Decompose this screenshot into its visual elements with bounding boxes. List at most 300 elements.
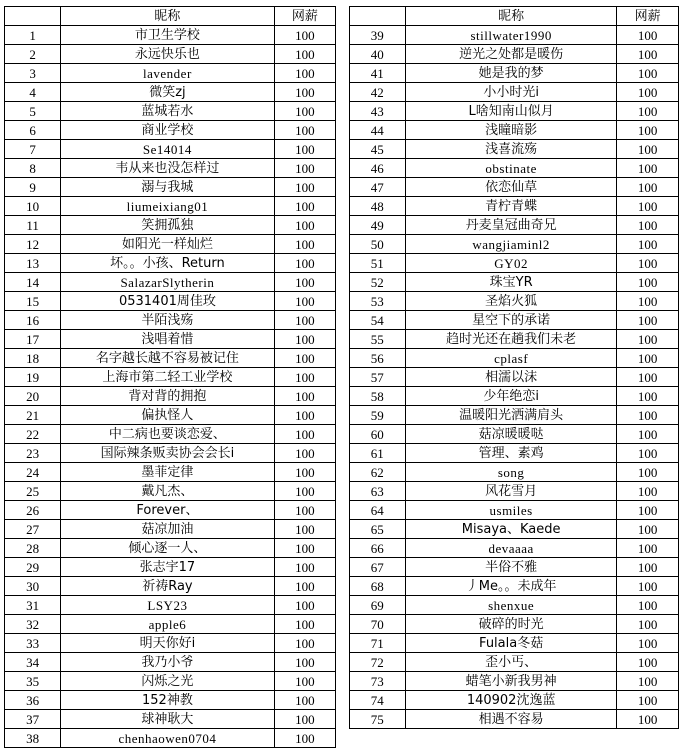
column-gap	[336, 159, 349, 178]
row-salary: 100	[617, 653, 679, 672]
row-nickname: usmiles	[405, 501, 616, 520]
row-salary: 100	[274, 558, 336, 577]
header-index-left	[5, 7, 61, 26]
table-row	[5, 672, 679, 691]
row-index: 60	[349, 425, 405, 444]
row-index: 67	[349, 558, 405, 577]
table-row	[5, 254, 679, 273]
row-nickname: 闪烁之光	[61, 672, 274, 691]
row-salary: 100	[274, 273, 336, 292]
row-index: 41	[349, 64, 405, 83]
row-salary: 100	[617, 615, 679, 634]
row-index: 58	[349, 387, 405, 406]
column-gap	[336, 482, 349, 501]
row-index: 51	[349, 254, 405, 273]
row-nickname: Forever、	[61, 501, 274, 520]
row-nickname: 丿Me。。未成年	[405, 577, 616, 596]
row-salary: 100	[274, 235, 336, 254]
table-row	[5, 159, 679, 178]
row-nickname: 菇凉加油	[61, 520, 274, 539]
row-salary: 100	[617, 349, 679, 368]
row-salary: 100	[274, 311, 336, 330]
row-nickname: 0531401周佳玫	[61, 292, 274, 311]
row-index: 22	[5, 425, 61, 444]
column-gap	[336, 634, 349, 653]
table-row	[5, 634, 679, 653]
row-nickname: 永远快乐也	[61, 45, 274, 64]
row-index: 43	[349, 102, 405, 121]
row-salary: 100	[274, 710, 336, 729]
row-index: 9	[5, 178, 61, 197]
row-salary: 100	[274, 387, 336, 406]
row-index: 59	[349, 406, 405, 425]
row-index: 32	[5, 615, 61, 634]
row-index: 49	[349, 216, 405, 235]
table-row	[5, 577, 679, 596]
column-gap	[336, 7, 349, 26]
row-index: 42	[349, 83, 405, 102]
table-header-row	[5, 7, 679, 26]
row-index: 39	[349, 26, 405, 45]
column-gap	[336, 577, 349, 596]
row-salary: 100	[617, 596, 679, 615]
row-salary: 100	[274, 178, 336, 197]
row-nickname: 中二病也要谈恋爱、	[61, 425, 274, 444]
column-gap	[336, 406, 349, 425]
column-gap	[336, 558, 349, 577]
row-salary: 100	[274, 691, 336, 710]
column-gap	[336, 121, 349, 140]
row-index: 14	[5, 273, 61, 292]
column-gap	[336, 615, 349, 634]
row-nickname: 我乃小爷	[61, 653, 274, 672]
table-row	[5, 501, 679, 520]
row-nickname: 菇凉暖暖哒	[405, 425, 616, 444]
table-row	[5, 26, 679, 45]
row-salary: 100	[617, 520, 679, 539]
row-salary: 100	[617, 558, 679, 577]
row-salary: 100	[617, 539, 679, 558]
row-index: 1	[5, 26, 61, 45]
row-nickname: Fulala冬菇	[405, 634, 616, 653]
row-salary: 100	[617, 330, 679, 349]
table-row	[5, 520, 679, 539]
row-salary: 100	[274, 64, 336, 83]
row-salary: 100	[617, 121, 679, 140]
row-index: 48	[349, 197, 405, 216]
column-gap	[336, 444, 349, 463]
row-nickname: devaaaa	[405, 539, 616, 558]
column-gap	[336, 425, 349, 444]
row-salary: 100	[617, 311, 679, 330]
row-nickname: 背对背的拥抱	[61, 387, 274, 406]
column-gap	[336, 102, 349, 121]
table-row	[5, 121, 679, 140]
row-salary: 100	[274, 330, 336, 349]
row-salary: 100	[617, 83, 679, 102]
row-nickname: 祈祷Ray	[61, 577, 274, 596]
row-salary: 100	[617, 178, 679, 197]
column-gap	[336, 653, 349, 672]
row-salary: 100	[617, 406, 679, 425]
row-salary: 100	[274, 197, 336, 216]
column-gap	[336, 216, 349, 235]
row-nickname: 明天你好i	[61, 634, 274, 653]
row-nickname: 星空下的承诺	[405, 311, 616, 330]
row-salary: 100	[617, 672, 679, 691]
column-gap	[336, 292, 349, 311]
row-nickname: 墨菲定律	[61, 463, 274, 482]
row-nickname: 歪小丐、	[405, 653, 616, 672]
row-nickname: GY02	[405, 254, 616, 273]
row-index: 5	[5, 102, 61, 121]
row-salary: 100	[274, 406, 336, 425]
column-gap	[336, 197, 349, 216]
row-index: 28	[5, 539, 61, 558]
column-gap	[336, 235, 349, 254]
column-gap	[336, 520, 349, 539]
column-gap	[336, 83, 349, 102]
row-index: 29	[5, 558, 61, 577]
row-salary: 100	[274, 83, 336, 102]
row-index: 46	[349, 159, 405, 178]
row-index: 2	[5, 45, 61, 64]
table-row	[5, 178, 679, 197]
table-row	[5, 596, 679, 615]
row-index: 19	[5, 368, 61, 387]
empty-cell	[405, 729, 616, 748]
row-index: 64	[349, 501, 405, 520]
column-gap	[336, 45, 349, 64]
row-salary: 100	[617, 197, 679, 216]
row-salary: 100	[274, 102, 336, 121]
table-row	[5, 710, 679, 729]
row-nickname: 如阳光一样灿烂	[61, 235, 274, 254]
row-index: 18	[5, 349, 61, 368]
table-row	[5, 425, 679, 444]
row-nickname: apple6	[61, 615, 274, 634]
row-nickname: 偏执怪人	[61, 406, 274, 425]
row-nickname: 管理、素鸡	[405, 444, 616, 463]
row-nickname: 依恋仙草	[405, 178, 616, 197]
row-nickname: shenxue	[405, 596, 616, 615]
row-nickname: 趋时光还在趟我们未老	[405, 330, 616, 349]
row-salary: 100	[617, 140, 679, 159]
row-index: 4	[5, 83, 61, 102]
column-gap	[336, 254, 349, 273]
row-salary: 100	[274, 349, 336, 368]
row-salary: 100	[617, 425, 679, 444]
header-index-right	[349, 7, 405, 26]
row-salary: 100	[274, 216, 336, 235]
row-salary: 100	[274, 45, 336, 64]
column-gap	[336, 672, 349, 691]
row-salary: 100	[274, 577, 336, 596]
row-nickname: 她是我的梦	[405, 64, 616, 83]
row-index: 33	[5, 634, 61, 653]
row-nickname: Misaya、Kaede	[405, 520, 616, 539]
table-row	[5, 558, 679, 577]
row-salary: 100	[274, 425, 336, 444]
row-index: 16	[5, 311, 61, 330]
row-index: 75	[349, 710, 405, 729]
row-index: 63	[349, 482, 405, 501]
table-row	[5, 615, 679, 634]
row-index: 13	[5, 254, 61, 273]
column-gap	[336, 178, 349, 197]
table-row	[5, 83, 679, 102]
column-gap	[336, 26, 349, 45]
table-row	[5, 102, 679, 121]
row-salary: 100	[617, 159, 679, 178]
row-salary: 100	[274, 254, 336, 273]
table-row	[5, 444, 679, 463]
row-salary: 100	[617, 45, 679, 64]
row-index: 47	[349, 178, 405, 197]
row-index: 55	[349, 330, 405, 349]
row-nickname: 浅瞳暗影	[405, 121, 616, 140]
header-nickname-left: 昵称	[61, 7, 274, 26]
row-salary: 100	[617, 710, 679, 729]
row-index: 40	[349, 45, 405, 64]
row-index: 31	[5, 596, 61, 615]
row-salary: 100	[274, 653, 336, 672]
row-salary: 100	[274, 159, 336, 178]
column-gap	[336, 691, 349, 710]
column-gap	[336, 368, 349, 387]
row-nickname: 相濡以沫	[405, 368, 616, 387]
table-row	[5, 482, 679, 501]
row-index: 73	[349, 672, 405, 691]
row-salary: 100	[617, 216, 679, 235]
row-nickname: 商业学校	[61, 121, 274, 140]
row-salary: 100	[617, 501, 679, 520]
table-row	[5, 539, 679, 558]
nickname-salary-table	[4, 6, 679, 748]
row-index: 36	[5, 691, 61, 710]
row-index: 25	[5, 482, 61, 501]
row-nickname: 名字越长越不容易被记住	[61, 349, 274, 368]
row-index: 66	[349, 539, 405, 558]
row-index: 61	[349, 444, 405, 463]
column-gap	[336, 387, 349, 406]
table-row	[5, 729, 679, 748]
row-salary: 100	[617, 64, 679, 83]
row-index: 52	[349, 273, 405, 292]
table-row	[5, 64, 679, 83]
row-index: 53	[349, 292, 405, 311]
row-salary: 100	[617, 634, 679, 653]
column-gap	[336, 710, 349, 729]
row-nickname: 上海市第二轻工业学校	[61, 368, 274, 387]
row-nickname: 152神教	[61, 691, 274, 710]
row-index: 74	[349, 691, 405, 710]
column-gap	[336, 729, 349, 748]
row-nickname: 青柠青蝶	[405, 197, 616, 216]
row-index: 56	[349, 349, 405, 368]
row-index: 57	[349, 368, 405, 387]
row-index: 45	[349, 140, 405, 159]
row-salary: 100	[274, 539, 336, 558]
table-row	[5, 330, 679, 349]
row-nickname: cplasf	[405, 349, 616, 368]
row-salary: 100	[274, 26, 336, 45]
header-salary-left: 网薪	[274, 7, 336, 26]
row-salary: 100	[274, 121, 336, 140]
row-salary: 100	[617, 577, 679, 596]
row-nickname: obstinate	[405, 159, 616, 178]
row-salary: 100	[617, 368, 679, 387]
table-row	[5, 140, 679, 159]
row-nickname: 蓝城若水	[61, 102, 274, 121]
row-salary: 100	[617, 102, 679, 121]
row-nickname: 浅唱着惜	[61, 330, 274, 349]
column-gap	[336, 64, 349, 83]
table-row	[5, 387, 679, 406]
row-nickname: chenhaowen0704	[61, 729, 274, 748]
row-index: 37	[5, 710, 61, 729]
table-row	[5, 235, 679, 254]
column-gap	[336, 140, 349, 159]
row-salary: 100	[274, 368, 336, 387]
row-index: 27	[5, 520, 61, 539]
table-row	[5, 311, 679, 330]
empty-cell	[617, 729, 679, 748]
row-nickname: 韦从来也没怎样过	[61, 159, 274, 178]
row-index: 17	[5, 330, 61, 349]
row-salary: 100	[617, 292, 679, 311]
row-index: 44	[349, 121, 405, 140]
row-nickname: 温暖阳光洒满肩头	[405, 406, 616, 425]
row-index: 38	[5, 729, 61, 748]
row-index: 12	[5, 235, 61, 254]
row-index: 7	[5, 140, 61, 159]
row-index: 62	[349, 463, 405, 482]
row-nickname: wangjiaminl2	[405, 235, 616, 254]
row-nickname: 戴凡杰、	[61, 482, 274, 501]
row-nickname: 140902沈逸蓝	[405, 691, 616, 710]
row-nickname: 坏。。小孩、Return	[61, 254, 274, 273]
row-index: 26	[5, 501, 61, 520]
row-salary: 100	[617, 273, 679, 292]
column-gap	[336, 463, 349, 482]
row-nickname: 溺与我城	[61, 178, 274, 197]
row-nickname: Se14014	[61, 140, 274, 159]
column-gap	[336, 311, 349, 330]
row-nickname: 逆光之处都是暖伤	[405, 45, 616, 64]
row-salary: 100	[617, 691, 679, 710]
row-salary: 100	[274, 520, 336, 539]
column-gap	[336, 330, 349, 349]
row-index: 69	[349, 596, 405, 615]
table-row	[5, 273, 679, 292]
row-salary: 100	[274, 444, 336, 463]
column-gap	[336, 501, 349, 520]
row-index: 20	[5, 387, 61, 406]
row-nickname: 相遇不容易	[405, 710, 616, 729]
row-nickname: lavender	[61, 64, 274, 83]
row-index: 34	[5, 653, 61, 672]
row-nickname: 丹麦皇冠曲奇兄	[405, 216, 616, 235]
table-row	[5, 349, 679, 368]
row-index: 24	[5, 463, 61, 482]
table-row	[5, 691, 679, 710]
row-nickname: 球神耿大	[61, 710, 274, 729]
row-salary: 100	[274, 596, 336, 615]
row-nickname: 小小时光i	[405, 83, 616, 102]
row-index: 8	[5, 159, 61, 178]
table-row	[5, 292, 679, 311]
row-index: 23	[5, 444, 61, 463]
table-row	[5, 653, 679, 672]
table-row	[5, 216, 679, 235]
row-salary: 100	[274, 615, 336, 634]
row-nickname: 蜡笔小新我男神	[405, 672, 616, 691]
table-row	[5, 368, 679, 387]
column-gap	[336, 539, 349, 558]
row-nickname: LSY23	[61, 596, 274, 615]
row-index: 3	[5, 64, 61, 83]
row-nickname: 浅喜流殇	[405, 140, 616, 159]
column-gap	[336, 596, 349, 615]
row-index: 65	[349, 520, 405, 539]
row-nickname: liumeixiang01	[61, 197, 274, 216]
row-nickname: 半陌浅殇	[61, 311, 274, 330]
row-nickname: 少年绝恋i	[405, 387, 616, 406]
row-salary: 100	[617, 482, 679, 501]
row-nickname: 微笑zj	[61, 83, 274, 102]
row-nickname: 倾心逐一人、	[61, 539, 274, 558]
row-salary: 100	[617, 254, 679, 273]
row-nickname: song	[405, 463, 616, 482]
row-salary: 100	[617, 387, 679, 406]
row-nickname: L啥知南山似月	[405, 102, 616, 121]
row-nickname: SalazarSlytherin	[61, 273, 274, 292]
row-salary: 100	[617, 463, 679, 482]
row-nickname: 张志宇17	[61, 558, 274, 577]
row-nickname: 市卫生学校	[61, 26, 274, 45]
row-index: 21	[5, 406, 61, 425]
header-salary-right: 网薪	[617, 7, 679, 26]
column-gap	[336, 273, 349, 292]
row-index: 6	[5, 121, 61, 140]
row-salary: 100	[274, 482, 336, 501]
row-nickname: stillwater1990	[405, 26, 616, 45]
row-nickname: 国际辣条贩卖协会会长i	[61, 444, 274, 463]
row-salary: 100	[274, 729, 336, 748]
row-salary: 100	[274, 634, 336, 653]
row-index: 10	[5, 197, 61, 216]
row-index: 72	[349, 653, 405, 672]
row-nickname: 风花雪月	[405, 482, 616, 501]
column-gap	[336, 349, 349, 368]
row-index: 15	[5, 292, 61, 311]
empty-cell	[349, 729, 405, 748]
row-nickname: 圣焰火狐	[405, 292, 616, 311]
row-salary: 100	[617, 26, 679, 45]
row-salary: 100	[274, 292, 336, 311]
table-row	[5, 406, 679, 425]
row-salary: 100	[274, 463, 336, 482]
row-salary: 100	[274, 501, 336, 520]
table-row	[5, 197, 679, 216]
header-nickname-right: 昵称	[405, 7, 616, 26]
row-index: 30	[5, 577, 61, 596]
table-row	[5, 45, 679, 64]
table-row	[5, 463, 679, 482]
row-salary: 100	[617, 235, 679, 254]
row-nickname: 半俗不雅	[405, 558, 616, 577]
